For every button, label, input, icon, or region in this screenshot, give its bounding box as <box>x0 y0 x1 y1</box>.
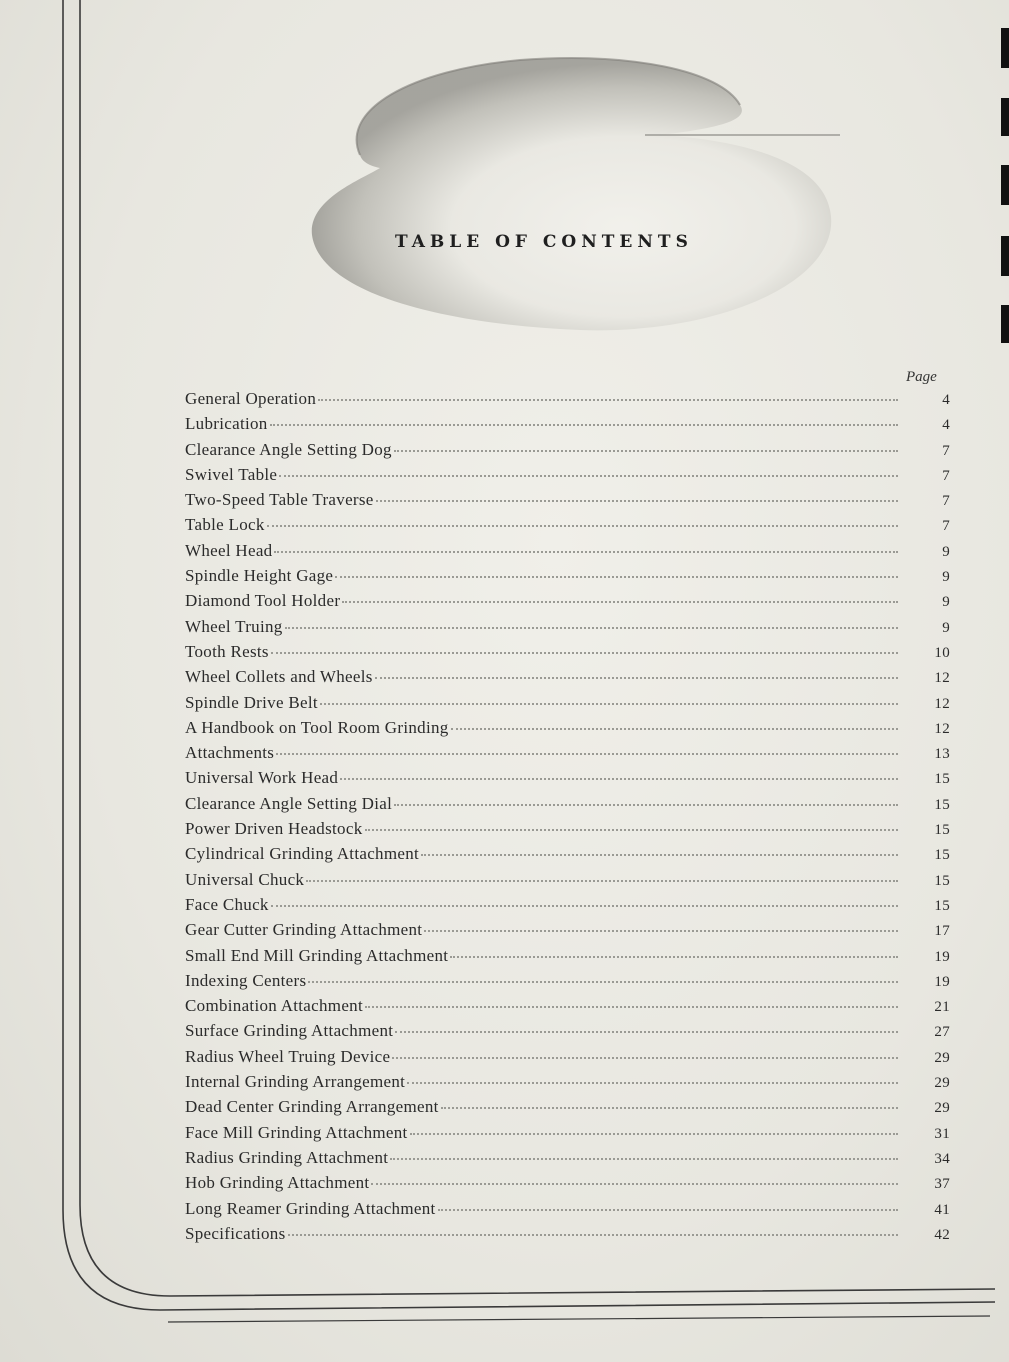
dot-leader <box>340 778 898 780</box>
toc-entry-label: Two-Speed Table Traverse <box>185 490 374 510</box>
dot-leader <box>438 1209 898 1211</box>
dot-leader <box>306 880 898 882</box>
toc-entry-label: A Handbook on Tool Room Grinding <box>185 717 449 737</box>
dot-leader <box>441 1107 898 1109</box>
toc-entry <box>185 946 950 971</box>
toc-entry-page: 37 <box>934 1176 950 1193</box>
dot-leader <box>320 703 898 705</box>
toc-entry <box>185 1021 950 1046</box>
toc-entry-label: Internal Grinding Arrangement <box>185 1072 406 1092</box>
dot-leader <box>451 728 898 730</box>
toc-entry-label: Lubrication <box>185 414 268 434</box>
toc-entry-page: 42 <box>934 1226 950 1243</box>
dot-leader <box>421 854 898 856</box>
dot-leader <box>270 424 898 426</box>
toc-entry <box>185 465 950 490</box>
dot-leader <box>285 627 898 629</box>
toc-entry <box>185 1072 950 1097</box>
toc-entry-page: 29 <box>934 1049 950 1066</box>
toc-entry <box>185 541 950 566</box>
toc-entry <box>185 920 950 945</box>
toc-entry <box>185 1047 950 1072</box>
page-edge-tabs <box>999 0 1009 1362</box>
dot-leader <box>407 1082 898 1084</box>
dot-leader <box>365 1006 898 1008</box>
toc-entry-label: Clearance Angle Setting Dog <box>185 439 392 459</box>
toc-entry <box>185 971 950 996</box>
toc-entry-label: Universal Work Head <box>185 768 339 788</box>
toc-list <box>185 389 950 1249</box>
toc-entry <box>185 1224 950 1249</box>
toc-entry-page: 19 <box>934 973 950 990</box>
dot-leader <box>271 905 898 907</box>
dot-leader <box>375 677 898 679</box>
toc-entry <box>185 693 950 718</box>
toc-entry-label: Combination Attachment <box>185 996 363 1016</box>
dot-leader <box>395 1031 898 1033</box>
toc-entry-label: Radius Grinding Attachment <box>185 1147 389 1167</box>
toc-entry <box>185 440 950 465</box>
toc-entry-page: 15 <box>934 822 950 839</box>
dot-leader <box>394 804 898 806</box>
toc-entry-label: Wheel Truing <box>185 616 283 636</box>
dot-leader <box>394 450 898 452</box>
toc-entry-label: Cylindrical Grinding Attachment <box>185 844 420 864</box>
toc-entry-page: 34 <box>934 1150 950 1167</box>
dot-leader <box>276 753 898 755</box>
toc-entry-page: 29 <box>934 1100 950 1117</box>
toc-entry-page: 12 <box>934 695 950 712</box>
dot-leader <box>392 1057 898 1059</box>
toc-entry-label: Small End Mill Grinding Attachment <box>185 945 449 965</box>
toc-entry-page: 15 <box>934 796 950 813</box>
toc-entry <box>185 819 950 844</box>
toc-entry-page: 27 <box>934 1024 950 1041</box>
toc-entry <box>185 718 950 743</box>
toc-entry-page: 4 <box>942 417 950 434</box>
dot-leader <box>271 652 898 654</box>
toc-entry <box>185 414 950 439</box>
dot-leader <box>371 1183 898 1185</box>
toc-entry-label: Dead Center Grinding Arrangement <box>185 1097 439 1117</box>
toc-entry-page: 19 <box>934 948 950 965</box>
toc-entry-label: Wheel Head <box>185 540 273 560</box>
toc-entry-label: Long Reamer Grinding Attachment <box>185 1198 436 1218</box>
toc-entry-page: 41 <box>934 1201 950 1218</box>
toc-entry-page: 7 <box>942 518 950 535</box>
toc-entry-page: 21 <box>934 999 950 1016</box>
dot-leader <box>335 576 898 578</box>
toc-entry-label: Specifications <box>185 1223 286 1243</box>
toc-entry-label: Attachments <box>185 743 275 763</box>
toc-entry <box>185 389 950 414</box>
toc-entry-label: Hob Grinding Attachment <box>185 1173 370 1193</box>
dot-leader <box>342 601 898 603</box>
toc-entry-page: 4 <box>942 392 950 408</box>
toc-entry-label: Radius Wheel Truing Device <box>185 1046 391 1066</box>
toc-entry-label: Swivel Table <box>185 464 278 484</box>
toc-entry-page: 9 <box>942 619 950 636</box>
dot-leader <box>365 829 899 831</box>
toc-entry <box>185 667 950 692</box>
toc-entry-label: Face Mill Grinding Attachment <box>185 1122 408 1142</box>
toc-entry-page: 15 <box>934 872 950 889</box>
dot-leader <box>450 956 898 958</box>
toc-entry-page: 13 <box>934 746 950 763</box>
toc-entry-page: 12 <box>934 670 950 687</box>
toc-entry <box>185 870 950 895</box>
dot-leader <box>376 500 898 502</box>
toc-entry-page: 31 <box>934 1125 950 1142</box>
toc-entry-page: 12 <box>934 720 950 737</box>
toc-entry-label: Indexing Centers <box>185 970 307 990</box>
dot-leader <box>390 1158 898 1160</box>
dot-leader <box>308 981 898 983</box>
toc-entry <box>185 642 950 667</box>
toc-entry <box>185 515 950 540</box>
toc-entry-label: General Operation <box>185 389 317 408</box>
toc-entry <box>185 743 950 768</box>
toc-entry <box>185 768 950 793</box>
toc-entry-label: Diamond Tool Holder <box>185 591 341 611</box>
toc-entry <box>185 844 950 869</box>
toc-entry <box>185 490 950 515</box>
toc-entry-page: 15 <box>934 847 950 864</box>
toc-entry <box>185 1097 950 1122</box>
dot-leader <box>410 1133 898 1135</box>
dot-leader <box>279 475 898 477</box>
header-ornament <box>300 50 850 350</box>
toc-entry <box>185 1173 950 1198</box>
toc-entry-page: 17 <box>934 923 950 940</box>
toc-entry <box>185 617 950 642</box>
dot-leader <box>424 930 898 932</box>
toc-entry-page: 9 <box>942 569 950 586</box>
toc-entry <box>185 591 950 616</box>
toc-entry <box>185 566 950 591</box>
toc-entry-label: Tooth Rests <box>185 641 269 661</box>
toc-entry-label: Clearance Angle Setting Dial <box>185 793 393 813</box>
toc-entry-label: Universal Chuck <box>185 869 305 889</box>
toc-entry <box>185 1148 950 1173</box>
toc-entry-page: 7 <box>942 442 950 459</box>
toc-entry-label: Gear Cutter Grinding Attachment <box>185 920 423 940</box>
dot-leader <box>318 399 898 401</box>
toc-entry-page: 15 <box>934 771 950 788</box>
toc-entry <box>185 996 950 1021</box>
page-column-heading: Page <box>906 369 937 385</box>
toc-entry-page: 9 <box>942 543 950 560</box>
toc-entry <box>185 1123 950 1148</box>
toc-entry-page: 29 <box>934 1075 950 1092</box>
toc-entry-label: Surface Grinding Attachment <box>185 1021 394 1041</box>
toc-entry-label: Wheel Collets and Wheels <box>185 667 373 687</box>
toc-entry <box>185 1199 950 1224</box>
dot-leader <box>274 551 898 553</box>
toc-entry-page: 7 <box>942 493 950 510</box>
toc-entry-page: 15 <box>934 897 950 914</box>
toc-entry <box>185 794 950 819</box>
toc-entry-label: Power Driven Headstock <box>185 819 363 839</box>
toc-entry-label: Face Chuck <box>185 894 269 914</box>
toc-entry-label: Spindle Drive Belt <box>185 692 318 712</box>
dot-leader <box>288 1234 898 1236</box>
toc-entry-label: Table Lock <box>185 515 265 535</box>
toc-entry-page: 9 <box>942 594 950 611</box>
page-title: TABLE OF CONTENTS <box>395 232 693 252</box>
toc-entry <box>185 895 950 920</box>
toc-entry-page: 10 <box>934 644 950 661</box>
toc-entry-label: Spindle Height Gage <box>185 566 334 586</box>
dot-leader <box>267 525 898 527</box>
toc-entry-page: 7 <box>942 467 950 484</box>
